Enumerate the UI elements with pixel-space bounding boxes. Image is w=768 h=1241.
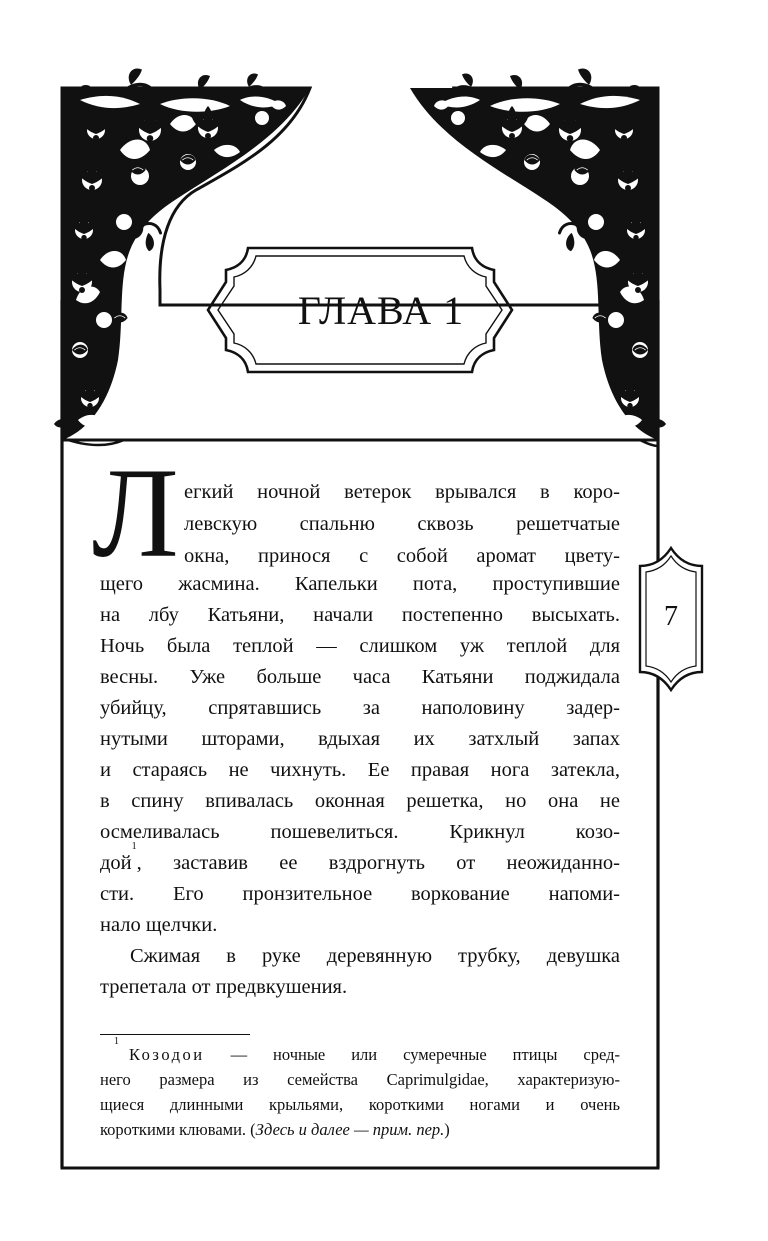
footnote-anchor-word: дой [100,852,132,874]
footnote-line [100,1117,620,1142]
body-line: сти. Его пронзительное воркование напоми- [100,883,620,905]
right-ornament-icon [410,68,671,440]
body-line: весны. Уже больше часа Катьяни поджидала [100,666,620,688]
body-line: Ночь была теплой — слишком уж теплой для [100,635,620,657]
body-line: окна, принося с собой аромат цвету- [184,545,620,567]
body-line: Сжимая в руке деревянную трубку, девушка [130,945,620,967]
chapter-title: ГЛАВА 1 [297,287,465,333]
body-line: нутыми шторами, вдыхая их затхлый запах [100,728,620,750]
body-line: левскую спальню сквозь решетчатые [184,513,620,535]
footnote-line [100,1036,620,1067]
body-line: в спину впивалась оконная решетка, но она не [100,790,620,812]
footnote-reference[interactable]: 1 [131,841,137,852]
footnote-term: Козодои [129,1045,205,1064]
footnote-text: ) [444,1120,450,1139]
body-line: на лбу Катьяни, начали постепенно высыхать. [100,604,620,626]
footnote-text: — ночные или сумеречные птицы сред- [204,1045,620,1064]
drop-cap: Л [92,442,179,584]
footnote-line: него размера из семейства Caprimulgidae, характеризую- [100,1070,620,1089]
footnote-rule [100,1034,250,1035]
footnote-marker: 1 [114,1036,119,1047]
body-line: трепетала от предвкушения. [100,976,348,998]
body-line: нало щелчки. [100,914,218,936]
body-line-with-footnote [100,841,620,879]
body-line: егкий ночной ветерок врывался в коро- [184,481,620,503]
footnote-line: щиеся длинными крыльями, короткими ногами и очень [100,1095,620,1114]
footnote-text: короткими клювами. ( [100,1120,256,1139]
body-line: осмеливалась пошевелиться. Крикнул козо- [100,821,620,843]
page-number: 7 [664,601,678,632]
body-line-rest: , заставив ее вздрогнуть от неожиданно- [136,852,620,874]
body-line: убийцу, спрятавшись за наполовину задер- [100,697,620,719]
left-ornament-icon [49,68,310,440]
footnote-editor-note: Здесь и далее — прим. пер. [255,1120,445,1139]
body-line: и стараясь не чихнуть. Ее правая нога затекла, [100,759,620,781]
body-line: щего жасмина. Капельки пота, проступившие [100,573,620,595]
